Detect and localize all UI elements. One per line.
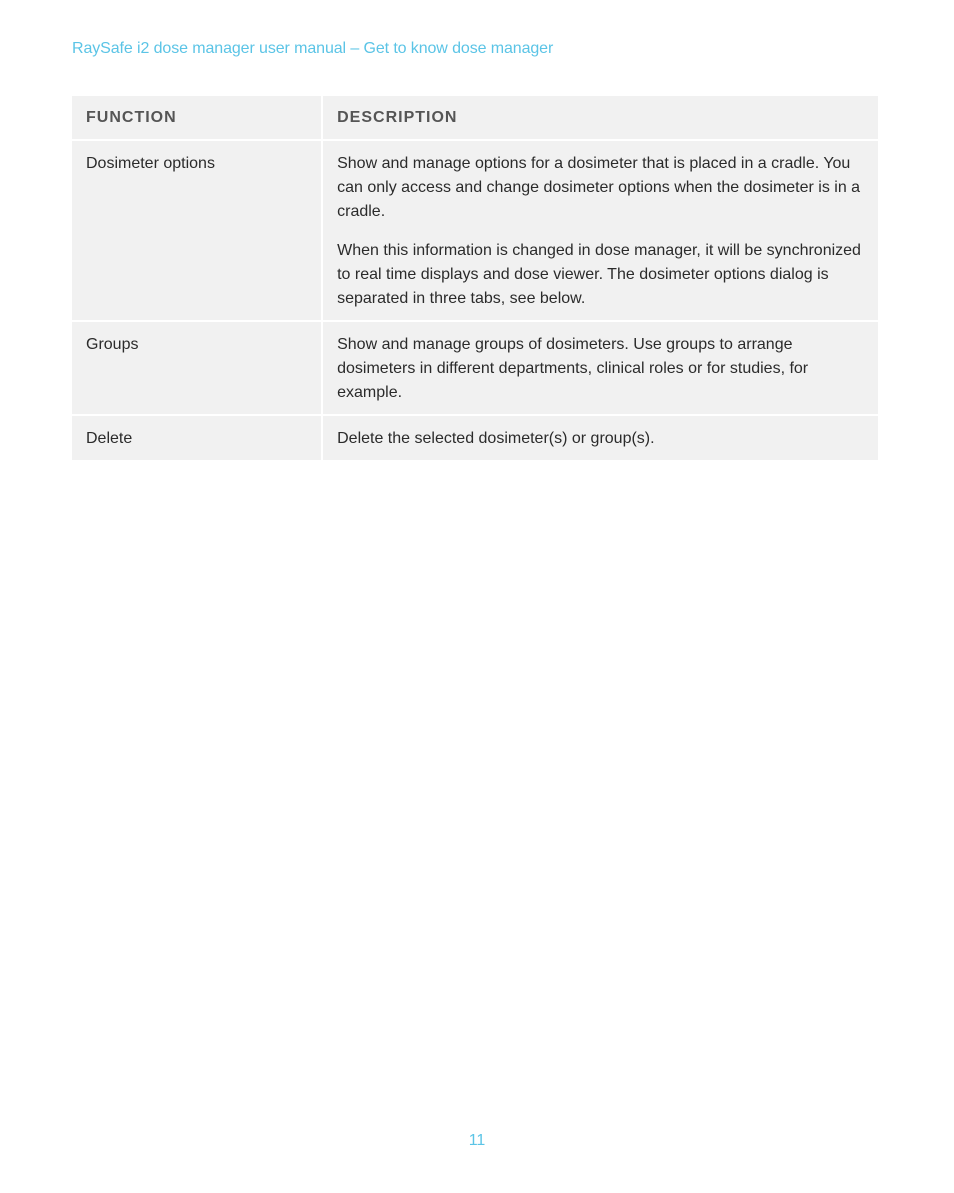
table-header-row (72, 96, 878, 139)
column-header-description: DESCRIPTION (323, 96, 878, 139)
function-cell: Groups (72, 322, 321, 414)
column-header-function: FUNCTION (72, 96, 321, 139)
description-cell (323, 416, 878, 460)
function-table (70, 94, 880, 462)
description-paragraph: Show and manage options for a dosimeter that is placed in a cradle. You can only access and change dosimeter options when the dosimeter is in a cradle. (337, 155, 861, 220)
running-header: RaySafe i2 dose manager user manual – Get to know dose manager (72, 40, 554, 57)
page-number: 11 (468, 1132, 486, 1149)
description-cell (323, 141, 878, 320)
function-cell: Dosimeter options (72, 141, 321, 320)
table-row (72, 416, 878, 460)
description-paragraph: When this information is changed in dose manager, it will be synchronized to real time displays and dose viewer. The dosimeter options dialog is separated in three tabs, see below. (337, 242, 861, 307)
description-paragraph: Delete the selected dosimeter(s) or group(s). (337, 430, 655, 447)
description-cell (323, 322, 878, 414)
table-row (72, 141, 878, 320)
description-paragraph: Show and manage groups of dosimeters. Use groups to arrange dosimeters in different departments, clinical roles or for studies, for example. (337, 336, 809, 401)
table-row (72, 322, 878, 414)
function-cell: Delete (72, 416, 321, 460)
